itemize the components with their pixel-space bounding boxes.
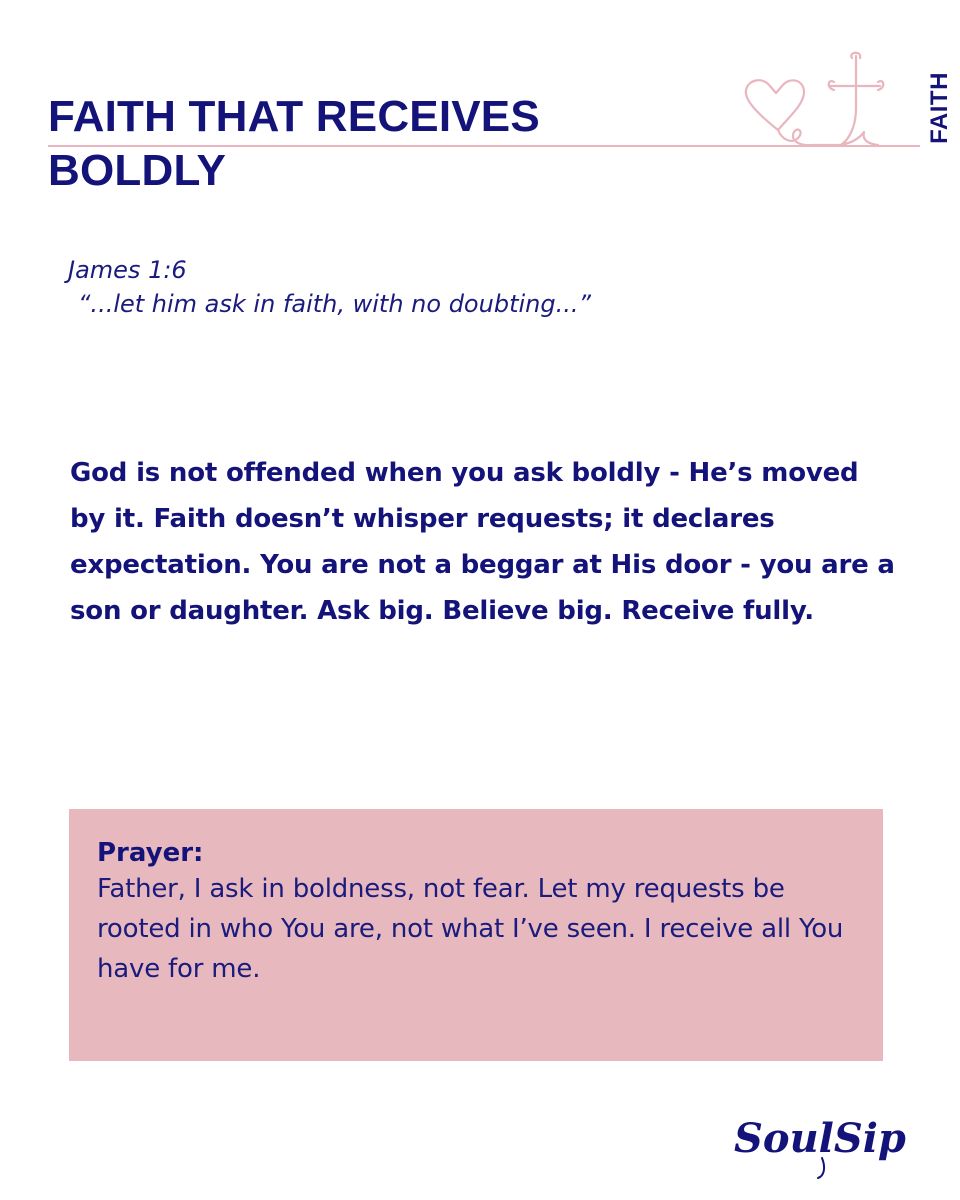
verse-reference: James 1:6 [68, 256, 187, 284]
prayer-text: Father, I ask in boldness, not fear. Let my requests be rooted in who You are, not what I’ve seen. I receive all You have for me. [97, 874, 844, 984]
verse-quote: “...let him ask in faith, with no doubting...” [78, 290, 591, 318]
prayer-label: Prayer: [97, 838, 204, 868]
devotional-body: God is not offended when you ask boldly - He’s moved by it. Faith doesn’t whisper requests; it declares expectation. You are not a beggar at His door - you are a son or daughter. Ask big. Believe big. Receive fully. [70, 458, 895, 626]
logo-wordmark: SoulSip [734, 1115, 906, 1162]
connector-flourish [778, 130, 846, 146]
heart-icon [746, 80, 804, 130]
cross-icon [830, 56, 880, 145]
category-tag: FAITH [926, 72, 953, 144]
page-title [48, 90, 748, 198]
title-line-1: FAITH THAT RECEIVES [48, 92, 540, 141]
heart-cross-decoration [738, 48, 918, 158]
soulsip-logo [730, 1100, 906, 1180]
scripture-verse [68, 253, 888, 321]
prayer-box [69, 809, 883, 1061]
title-line-2: BOLDLY [48, 146, 227, 195]
